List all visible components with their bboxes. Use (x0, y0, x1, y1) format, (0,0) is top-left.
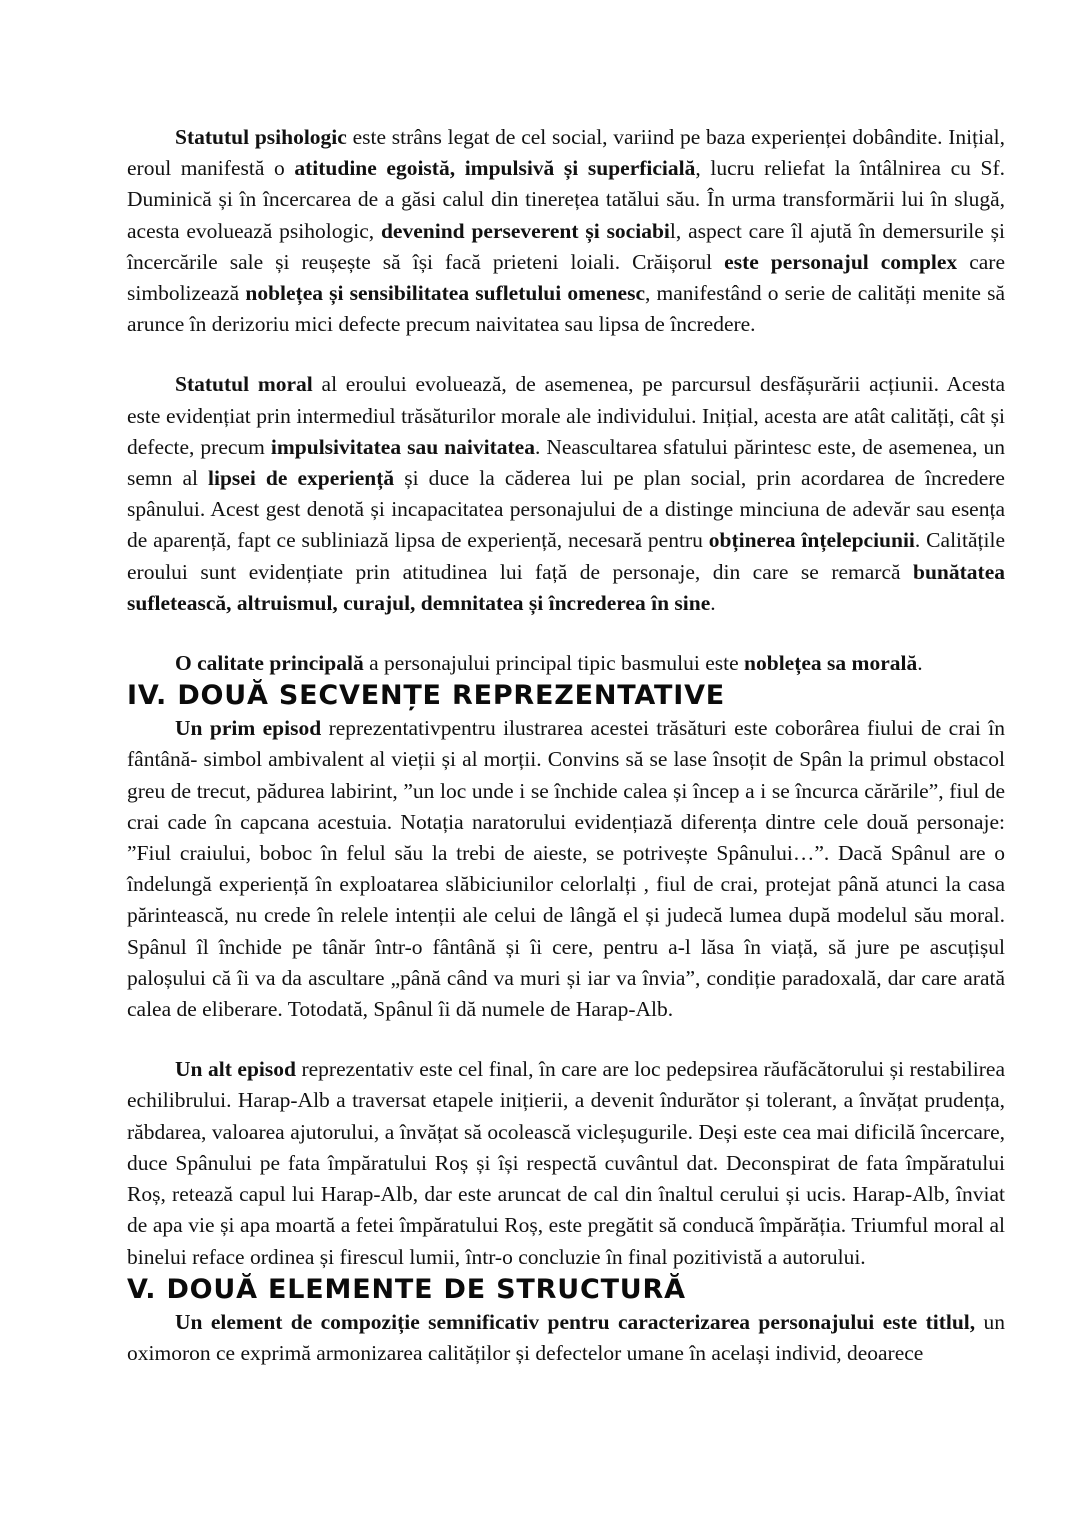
paragraph-un-element-de-compozitie (127, 1307, 1005, 1369)
paragraph-statutul-moral (127, 369, 1005, 619)
document-body (127, 122, 1005, 1369)
text-run: . (710, 590, 716, 615)
text-run: reprezentativpentru ilustrarea acestei trăsături este coborârea fiului de crai în fântână- simbol ambivalent al vieții și al morții. Convins să se lase însoțit de Spân la primul obstacol greu de trecut, pădurea labirint, ”un loc unde i se închide calea și încep a i se încurca cărările”, fiul de crai cade în capcana acestuia. Notația naratorului evidențiază diferența dintre cele două personaje: ”Fiul craiului, boboc în felul său la trebi de aieste, se potrivește Spânului…”. Dacă Spânul are o îndelungă experiență în exploatarea slăbiciunilor celorlalți , fiul de crai, protejat până atunci la casa părintească, nu crede în relele intenții ale celui de lângă el și judecă lumea după modelul său moral. Spânul îl închide pe tânăr într-o fântână și îi cere, pentru a-l lăsa în viață, să jure pe ascuțișul paloșului că îi va da ascultare „până când va muri și iar va învia”, condiție paradoxală, dar care arată calea de eliberare. Totodată, Spânul îi dă numele de Harap-Alb. (127, 716, 1005, 1022)
emphasis-run: Statutul psihologic (175, 125, 347, 149)
emphasis-run: noblețea și sensibilitatea sufletului omenesc (245, 281, 645, 306)
heading-iv-doua-secvente-reprezentative: IV. DOUĂ SECVENȚE REPREZENTATIVE (127, 680, 726, 712)
text-run: care simbolizează (127, 249, 1005, 306)
emphasis-run: Un alt episod (175, 1057, 296, 1082)
paragraph-un-alt-episod (127, 1054, 1005, 1272)
text-run: un oximoron ce exprimă armonizarea calităților și defectelor umane în același individ, deoarece (127, 1309, 1005, 1365)
text-run: . (917, 651, 923, 676)
paragraph-o-calitate-principala (127, 648, 1005, 679)
heading-v-doua-elemente-de-structura: V. DOUĂ ELEMENTE DE STRUCTURĂ (127, 1273, 686, 1305)
text-run: l, aspect care îl ajută în demersurile și încercările sale și reușește să își facă prieteni loiali. Crăișorul (127, 218, 1005, 274)
emphasis-run: devenind perseverent și sociabi (380, 218, 670, 243)
emphasis-run: obținerea înțelepciunii (708, 528, 915, 553)
paragraph-statutul-psihologic (127, 122, 1005, 340)
text-run: , lucru reliefat la întâlnirea cu Sf. Duminică și în încercarea de a găsi calul din tinerețea tatălui său. În urma transformării lui în slugă, acesta evoluează psihologic, (127, 156, 1005, 243)
paragraph-un-prim-episod (127, 713, 1005, 1025)
emphasis-run: Un prim episod (175, 716, 322, 741)
emphasis-run: noblețea sa morală (744, 651, 918, 676)
text-run: este strâns legat de cel social, variind pe baza experienței dobândite. Inițial, eroul manifestă o (127, 125, 1005, 181)
emphasis-run: O calitate principală (175, 651, 364, 676)
text-run: , manifestând o serie de calități menite să arunce în derizoriu mici defecte precum naivitatea sau lipsa de încredere. (127, 281, 1005, 337)
emphasis-run: Statutul moral (175, 372, 313, 397)
emphasis-run: atitudine egoistă, impulsivă și superficială (294, 156, 696, 181)
text-run: a personajului principal tipic basmului este (363, 651, 745, 676)
emphasis-run: Un element de compoziție semnificativ pentru caracterizarea personajului este titlul, (175, 1309, 976, 1334)
emphasis-run: lipsei de experiență (208, 466, 395, 491)
text-run: și duce la căderea lui pe plan social, prin acordarea de încredere spânului. Acest gest denotă și incapacitatea personajului de a distinge minciuna de adevăr sau esența de aparență, fapt ce subliniază lipsa de experiență, necesară pentru (127, 466, 1005, 553)
text-run: . Neascultarea sfatului părintesc este, de asemenea, un semn al (127, 434, 1005, 491)
emphasis-run: impulsivitatea sau naivitatea (270, 434, 535, 459)
text-run: reprezentativ este cel final, în care are loc pedepsirea răufăcătorului și restabilirea echilibrului. Harap-Alb a traversat etapele inițierii, a devenit îndurător și tolerant, a învățat prudența, răbdarea, valoarea ajutorului, a învățat să ocolească vicleșugurile. Deși este cea mai dificilă încercare, duce Spânului pe fata împăratului Roș și își respectă cuvântul dat. Deconspirat de fata împăratului Roș, retează capul lui Harap-Alb, dar este aruncat de cal din înaltul cerului și ucis. Harap-Alb, înviat de apa vie și apa moartă a fetei împăratului Roș, este pregătit să conducă împărăția. Triumful moral al binelui reface ordinea și firescul lumii, într-o concluzie în final pozitivistă a autorului. (127, 1057, 1005, 1269)
emphasis-run: bunătatea sufletească, altruismul, curajul, demnitatea și încrederea în sine (127, 559, 1005, 615)
emphasis-run: este personajul complex (724, 249, 958, 274)
text-run: al eroului evoluează, de asemenea, pe parcursul desfășurării acțiunii. Acesta este evidențiat prin intermediul trăsăturilor morale ale individului. Inițial, acesta are atât calități, cât și defecte, precum (127, 372, 1006, 459)
text-run: . Calitățile eroului sunt evidențiate prin atitudinea lui față de personaje, din care se remarcă (127, 528, 1005, 584)
